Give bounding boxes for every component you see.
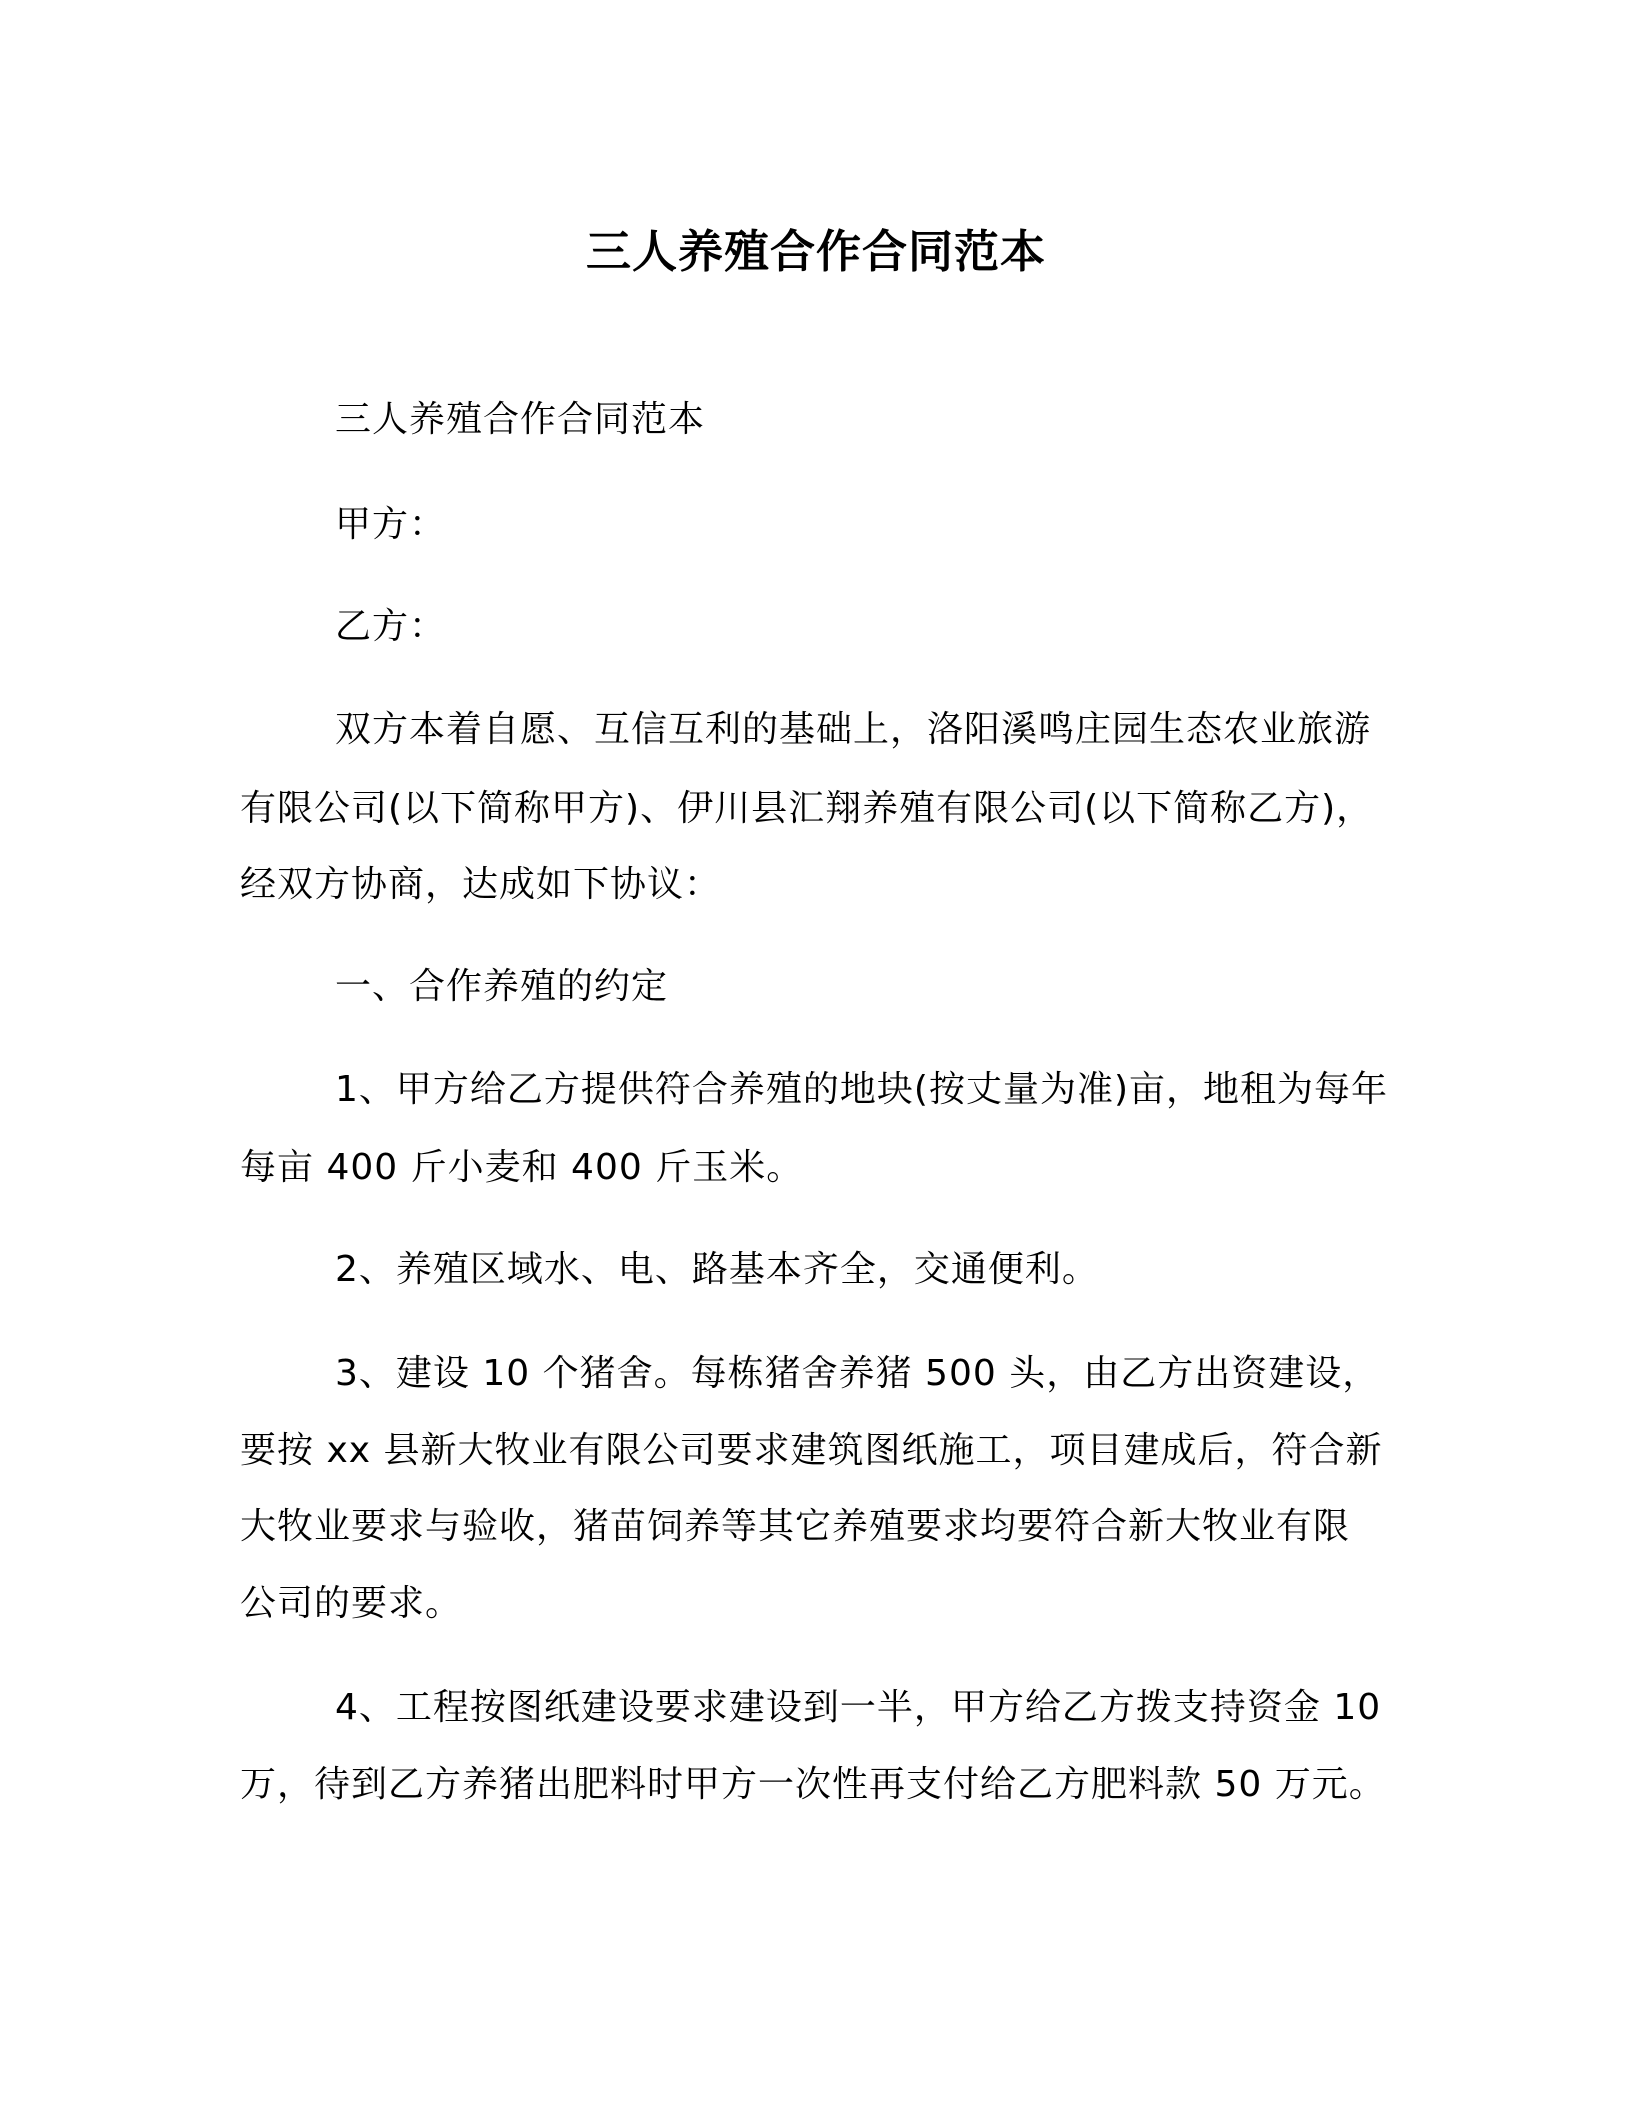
intro-line-1: 双方本着自愿、互信互利的基础上，洛阳溪鸣庄园生态农业旅游 <box>335 709 1372 750</box>
clause-1-line-2: 每亩 400 斤小麦和 400 斤玉米。 <box>240 1147 804 1188</box>
intro-line-3: 经双方协商，达成如下协议： <box>240 864 722 905</box>
party-a-label: 甲方： <box>335 504 447 545</box>
clause-3-line-4: 公司的要求。 <box>240 1583 463 1624</box>
clause-4-line-1: 4、工程按图纸建设要求建设到一半，甲方给乙方拨支持资金 10 <box>335 1687 1382 1728</box>
clause-4-line-2: 万，待到乙方养猪出肥料时甲方一次性再支付给乙方肥料款 50 万元。 <box>240 1764 1386 1805</box>
clause-2-line-1: 2、养殖区域水、电、路基本齐全，交通便利。 <box>335 1249 1099 1290</box>
section-1-heading: 一、合作养殖的约定 <box>335 966 669 1007</box>
party-b-label: 乙方： <box>335 606 447 647</box>
clause-3-line-3: 大牧业要求与验收，猪苗饲养等其它养殖要求均要符合新大牧业有限 <box>240 1506 1351 1547</box>
clause-3-line-2: 要按 xx 县新大牧业有限公司要求建筑图纸施工，项目建成后，符合新 <box>240 1430 1383 1471</box>
intro-line-2: 有限公司(以下简称甲方)、伊川县汇翔养殖有限公司(以下简称乙方)， <box>240 788 1374 829</box>
document-subtitle: 三人养殖合作合同范本 <box>335 399 706 440</box>
clause-3-line-1: 3、建设 10 个猪舍。每栋猪舍养猪 500 头，由乙方出资建设， <box>335 1353 1380 1394</box>
document-title: 三人养殖合作合同范本 <box>585 225 1046 278</box>
clause-1-line-1: 1、甲方给乙方提供符合养殖的地块(按丈量为准)亩，地租为每年 <box>335 1069 1388 1110</box>
